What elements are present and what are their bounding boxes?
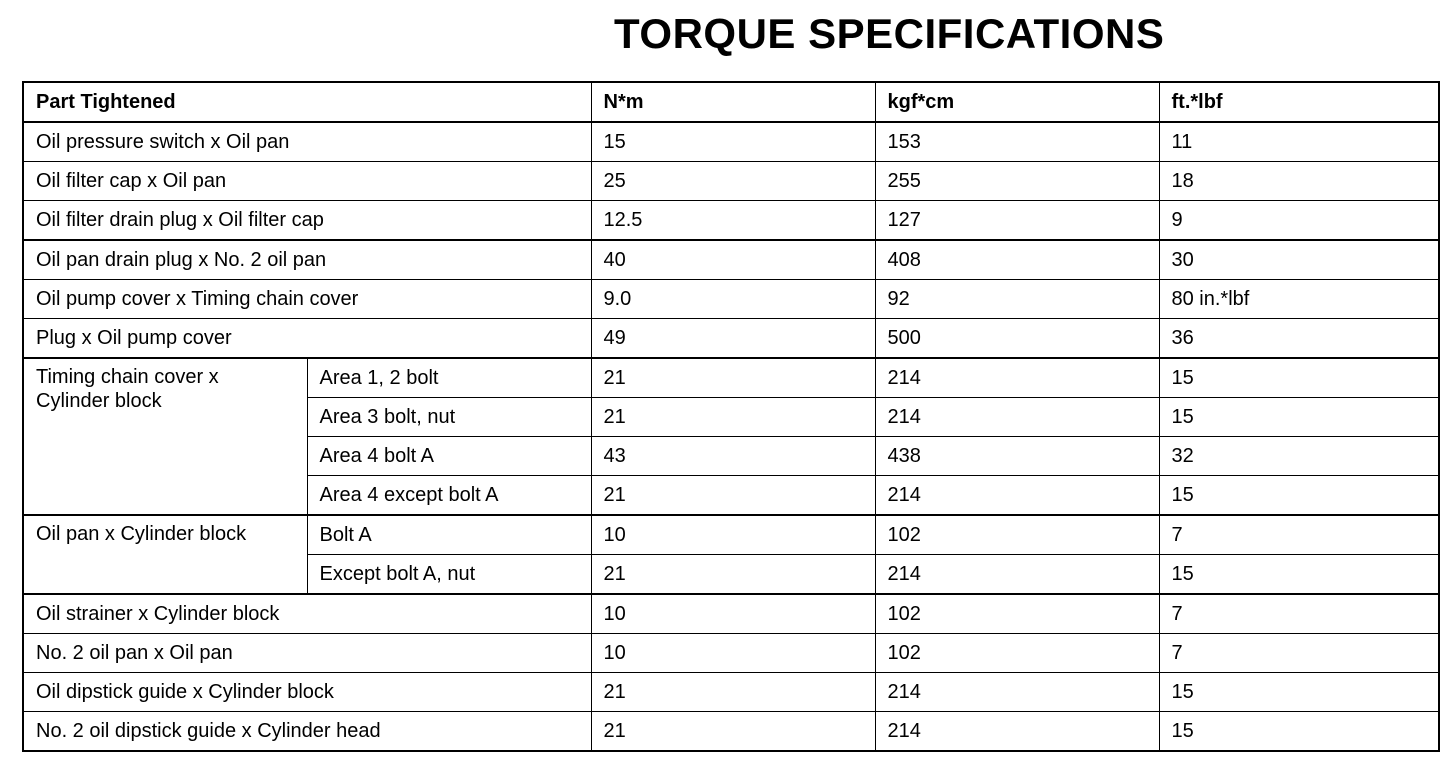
ftlbf-cell: 36	[1159, 319, 1439, 359]
sub-part-cell: Area 1, 2 bolt	[307, 358, 591, 398]
table-row	[23, 201, 1439, 241]
nm-cell: 12.5	[591, 201, 875, 241]
kgf-cell: 102	[875, 594, 1159, 634]
page-title: TORQUE SPECIFICATIONS	[614, 10, 1165, 57]
sub-part-cell: Bolt A	[307, 515, 591, 555]
nm-cell: 21	[591, 358, 875, 398]
kgf-cell: 500	[875, 319, 1159, 359]
kgf-cell: 127	[875, 201, 1159, 241]
kgf-cell: 102	[875, 634, 1159, 673]
nm-cell: 10	[591, 594, 875, 634]
part-cell: Oil filter cap x Oil pan	[23, 162, 591, 201]
kgf-cell: 153	[875, 122, 1159, 162]
ftlbf-cell: 7	[1159, 594, 1439, 634]
part-cell: Oil filter drain plug x Oil filter cap	[23, 201, 591, 241]
torque-spec-table	[22, 81, 1440, 752]
part-cell-grouped: Oil pan x Cylinder block	[23, 515, 307, 594]
ftlbf-cell: 9	[1159, 201, 1439, 241]
part-cell: Oil pump cover x Timing chain cover	[23, 280, 591, 319]
ftlbf-cell: 15	[1159, 358, 1439, 398]
part-line-2: Cylinder block	[36, 390, 162, 412]
table-row	[23, 634, 1439, 673]
ftlbf-cell: 18	[1159, 162, 1439, 201]
ftlbf-cell: 15	[1159, 673, 1439, 712]
ftlbf-cell: 7	[1159, 515, 1439, 555]
table-row	[23, 358, 1439, 398]
header-part: Part Tightened	[23, 82, 591, 122]
ftlbf-cell: 11	[1159, 122, 1439, 162]
kgf-cell: 408	[875, 240, 1159, 280]
table-row	[23, 319, 1439, 359]
header-nm: N*m	[591, 82, 875, 122]
table-row	[23, 712, 1439, 752]
kgf-cell: 438	[875, 437, 1159, 476]
ftlbf-cell: 30	[1159, 240, 1439, 280]
sub-part-cell: Area 4 except bolt A	[307, 476, 591, 516]
nm-cell: 25	[591, 162, 875, 201]
part-cell: Oil dipstick guide x Cylinder block	[23, 673, 591, 712]
table-row	[23, 162, 1439, 201]
part-cell: Plug x Oil pump cover	[23, 319, 591, 359]
ftlbf-cell: 15	[1159, 476, 1439, 516]
nm-cell: 49	[591, 319, 875, 359]
nm-cell: 21	[591, 673, 875, 712]
nm-cell: 10	[591, 634, 875, 673]
sub-part-cell: Area 4 bolt A	[307, 437, 591, 476]
nm-cell: 15	[591, 122, 875, 162]
part-cell: No. 2 oil dipstick guide x Cylinder head	[23, 712, 591, 752]
kgf-cell: 102	[875, 515, 1159, 555]
part-cell-grouped	[23, 358, 307, 515]
part-cell: Oil pressure switch x Oil pan	[23, 122, 591, 162]
kgf-cell: 214	[875, 555, 1159, 595]
kgf-cell: 255	[875, 162, 1159, 201]
kgf-cell: 214	[875, 712, 1159, 752]
ftlbf-cell: 15	[1159, 555, 1439, 595]
nm-cell: 21	[591, 398, 875, 437]
kgf-cell: 214	[875, 673, 1159, 712]
table-row	[23, 673, 1439, 712]
kgf-cell: 92	[875, 280, 1159, 319]
nm-cell: 21	[591, 555, 875, 595]
header-row	[23, 82, 1439, 122]
nm-cell: 9.0	[591, 280, 875, 319]
nm-cell: 21	[591, 476, 875, 516]
kgf-cell: 214	[875, 358, 1159, 398]
part-cell: No. 2 oil pan x Oil pan	[23, 634, 591, 673]
header-ftlbf: ft.*lbf	[1159, 82, 1439, 122]
sub-part-cell: Area 3 bolt, nut	[307, 398, 591, 437]
ftlbf-cell: 32	[1159, 437, 1439, 476]
table-row	[23, 280, 1439, 319]
sub-part-cell: Except bolt A, nut	[307, 555, 591, 595]
table-row	[23, 515, 1439, 555]
ftlbf-cell: 80 in.*lbf	[1159, 280, 1439, 319]
table-row	[23, 122, 1439, 162]
nm-cell: 43	[591, 437, 875, 476]
table-row	[23, 594, 1439, 634]
part-cell: Oil strainer x Cylinder block	[23, 594, 591, 634]
kgf-cell: 214	[875, 476, 1159, 516]
nm-cell: 10	[591, 515, 875, 555]
part-cell: Oil pan drain plug x No. 2 oil pan	[23, 240, 591, 280]
ftlbf-cell: 15	[1159, 712, 1439, 752]
ftlbf-cell: 7	[1159, 634, 1439, 673]
table-row	[23, 240, 1439, 280]
nm-cell: 40	[591, 240, 875, 280]
ftlbf-cell: 15	[1159, 398, 1439, 437]
nm-cell: 21	[591, 712, 875, 752]
part-line-1: Timing chain cover x	[36, 366, 219, 388]
kgf-cell: 214	[875, 398, 1159, 437]
header-kgf: kgf*cm	[875, 82, 1159, 122]
